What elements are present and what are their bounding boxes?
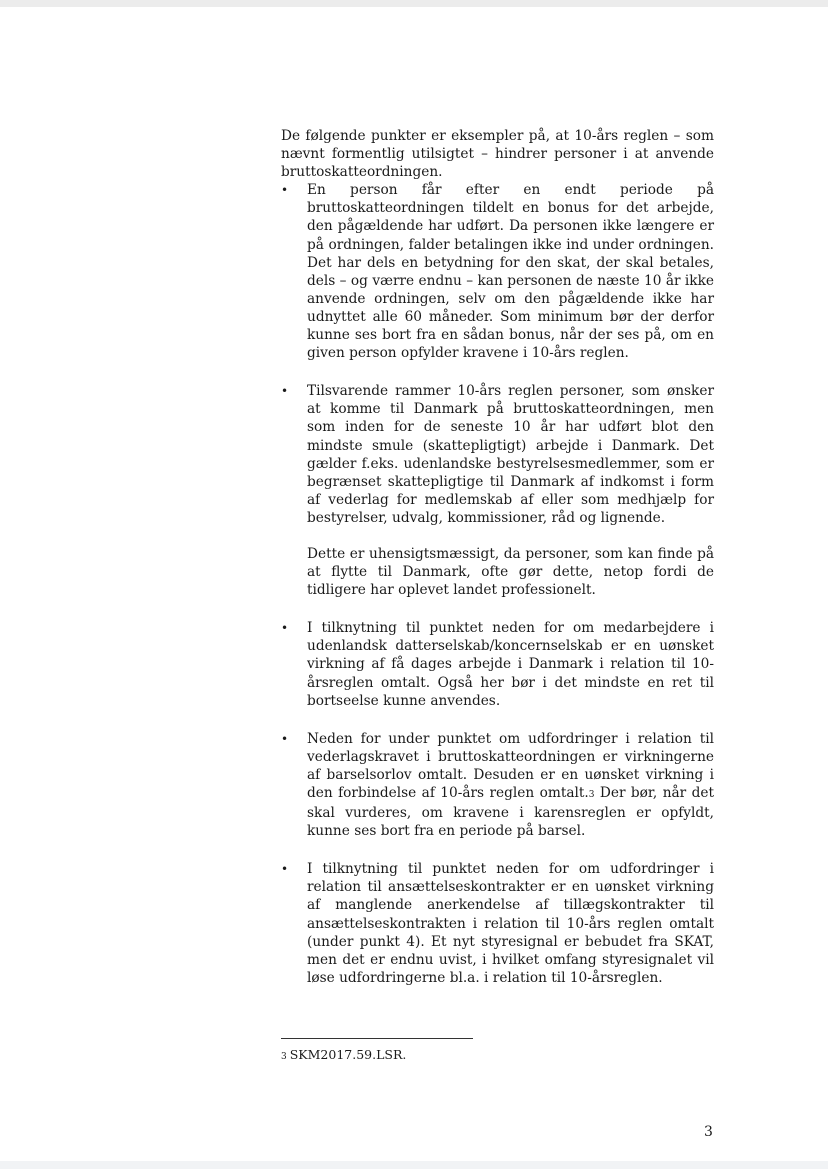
bullet-paragraph [307, 730, 714, 841]
bullet-text: Der bør, når det skal vurderes, om kravene i karensreglen er opfyldt, kunne ses bort fra en periode på barsel. [307, 785, 714, 840]
bullet-item-parental-leave [281, 730, 714, 841]
bullet-icon: • [281, 384, 289, 399]
bullet-icon: • [281, 183, 289, 198]
intro-paragraph: De følgende punkter er eksempler på, at 10-års reglen – som nævnt formentlig utilsigtet – hindrer personer i at anvende bruttoskatteordningen. [281, 128, 714, 181]
bullet-item-bonus [281, 181, 714, 362]
page-bottom-edge [0, 1161, 828, 1169]
page-top-edge [0, 0, 828, 7]
bullet-text: Neden for under punktet om udfordringer i relation til vederlagskravet i bruttoskatteordningen er virkningerne af barselsorlov omtalt. Desuden er en uønsket virkning i den forbindelse af 10-års reglen omtalt. [307, 730, 714, 801]
bullet-paragraph: En person får efter en endt periode på bruttoskatteordningen tildelt en bonus for det arbejde, den pågældende har udført. Da personen ikke længere er på ordningen, falder betalingen ikke ind under ordningen. Det har dels en betydning for den skat, der skal betales, dels – og værre endnu – kan personen de næste 10 år ikke anvende ordningen, selv om den pågældende ikke har udnyttet alle 60 måneder. Som minimum bør der derfor kunne ses bort fra en sådan bonus, når der ses på, om en given person opfylder kravene i 10-års reglen. [307, 182, 714, 362]
footnote-reference[interactable]: 3 [588, 790, 595, 800]
bullet-item-subsidiary [281, 619, 714, 709]
bullet-paragraph: Tilsvarende rammer 10-års reglen personer, som ønsker at komme til Danmark på bruttoskatteordningen, men som inden for de seneste 10 år har udført blot den mindste smule (skattepligtigt) arbejde i Danmark. Det gælder f.eks. udenlandske bestyrelsesmedlemmer, som er begrænset skattepligtige til Danmark af indkomst i form af vederlag for medlemskab af eller som medhjælp for bestyrelser, udvalg, kommissioner, råd og lignende. [307, 383, 714, 526]
footnote-divider [281, 1038, 473, 1039]
footnote-number: 3 [281, 1052, 287, 1062]
bullet-paragraph: I tilknytning til punktet neden for om udfordringer i relation til ansættelseskontrakter er en uønsket virkning af manglende anerkendelse af tillægskontrakter til ansættelseskontrakten i relation til 10-års reglen omtalt (under punkt 4). Et nyt styresignal er bebudet fra SKAT, men det er endnu uvist, i hvilket omfang styresignalet vil løse udfordringerne bl.a. i relation til 10-årsreglen. [307, 861, 714, 986]
bullet-paragraph: I tilknytning til punktet neden for om medarbejdere i udenlandsk datterselskab/koncernselskab er en uønsket virkning af få dages arbejde i Danmark i relation til 10-årsreglen omtalt. Også her bør i det mindste en ret til bortseelse kunne anvendes. [307, 620, 714, 709]
bullet-icon: • [281, 862, 289, 877]
bullet-icon: • [281, 621, 289, 636]
bullet-item-employment-contracts [281, 860, 714, 987]
document-body [281, 127, 714, 1007]
bullet-item-board-members [281, 382, 714, 599]
bullet-icon: • [281, 731, 289, 746]
bullet-list [281, 181, 714, 987]
footnote [281, 1047, 406, 1065]
bullet-paragraph: Dette er uhensigtsmæssigt, da personer, som kan finde på at flytte til Danmark, ofte gør dette, netop fordi de tidligere har oplevet landet professionelt. [307, 545, 714, 599]
footnote-text: SKM2017.59.LSR. [289, 1047, 407, 1062]
page-number: 3 [704, 1124, 713, 1140]
